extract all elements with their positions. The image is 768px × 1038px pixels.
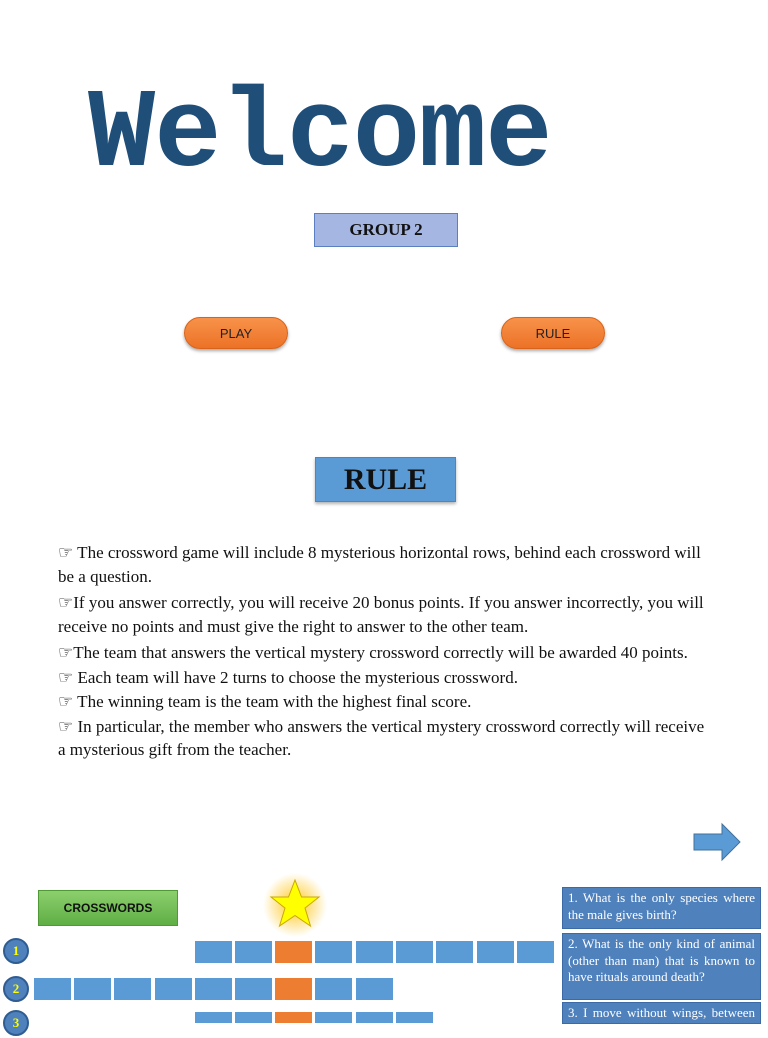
keyword-cell[interactable]: [274, 1011, 313, 1024]
crossword-cell[interactable]: [314, 940, 353, 964]
crossword-cell[interactable]: [194, 977, 233, 1001]
crossword-cell[interactable]: [154, 977, 193, 1001]
welcome-title: Welcome: [88, 72, 552, 199]
rule-item: ☞If you answer correctly, you will receive 20 bonus points. If you answer incorrectly, you will receive no points and must give the right to answer to the other team.: [58, 593, 704, 636]
crossword-cell[interactable]: [516, 940, 555, 964]
crossword-cell[interactable]: [395, 1011, 434, 1024]
rule-item: ☞ The winning team is the team with the highest final score.: [58, 692, 472, 711]
rule-item: ☞The team that answers the vertical mystery crossword correctly will be awarded 40 points.: [58, 643, 688, 662]
crossword-cell[interactable]: [395, 940, 434, 964]
keyword-cell[interactable]: [274, 977, 313, 1001]
group-label: GROUP 2: [314, 213, 458, 247]
question-box-3: 3. I move without wings, between silken string, I leave as you find my: [562, 1002, 761, 1024]
rule-heading: RULE: [315, 457, 456, 502]
row-number-3[interactable]: 3: [3, 1010, 29, 1036]
question-box-1: 1. What is the only species where the male gives birth?: [562, 887, 761, 929]
crosswords-label: CROSSWORDS: [38, 890, 178, 926]
rule-item: ☞ In particular, the member who answers the vertical mystery crossword correctly will receive a mysterious gift from the teacher.: [58, 716, 705, 759]
rules-list: [58, 541, 710, 765]
right-arrow-icon[interactable]: [694, 824, 740, 860]
crossword-cell[interactable]: [194, 1011, 233, 1024]
crossword-cell[interactable]: [234, 1011, 273, 1024]
row-number-1[interactable]: 1: [3, 938, 29, 964]
keyword-cell[interactable]: [274, 940, 313, 964]
crossword-cell[interactable]: [234, 940, 273, 964]
row-number-2[interactable]: 2: [3, 976, 29, 1002]
crossword-cell[interactable]: [234, 977, 273, 1001]
crossword-cell[interactable]: [194, 940, 233, 964]
crossword-cell[interactable]: [73, 977, 112, 1001]
crossword-cell[interactable]: [33, 977, 72, 1001]
crossword-cell[interactable]: [314, 1011, 353, 1024]
question-box-2: 2. What is the only kind of animal (other than man) that is known to have rituals around death?: [562, 933, 761, 1000]
crossword-cell[interactable]: [476, 940, 515, 964]
crossword-cell[interactable]: [355, 940, 394, 964]
rule-item: ☞ Each team will have 2 turns to choose the mysterious crossword.: [58, 667, 518, 687]
rule-button[interactable]: RULE: [501, 317, 605, 349]
crossword-cell[interactable]: [314, 977, 353, 1001]
rule-item: ☞ The crossword game will include 8 mysterious horizontal rows, behind each crossword will be a question.: [58, 543, 701, 586]
play-button[interactable]: PLAY: [184, 317, 288, 349]
star-icon[interactable]: [262, 874, 328, 936]
crossword-cell[interactable]: [435, 940, 474, 964]
crossword-cell[interactable]: [113, 977, 152, 1001]
crossword-cell[interactable]: [355, 1011, 394, 1024]
crossword-cell[interactable]: [355, 977, 394, 1001]
